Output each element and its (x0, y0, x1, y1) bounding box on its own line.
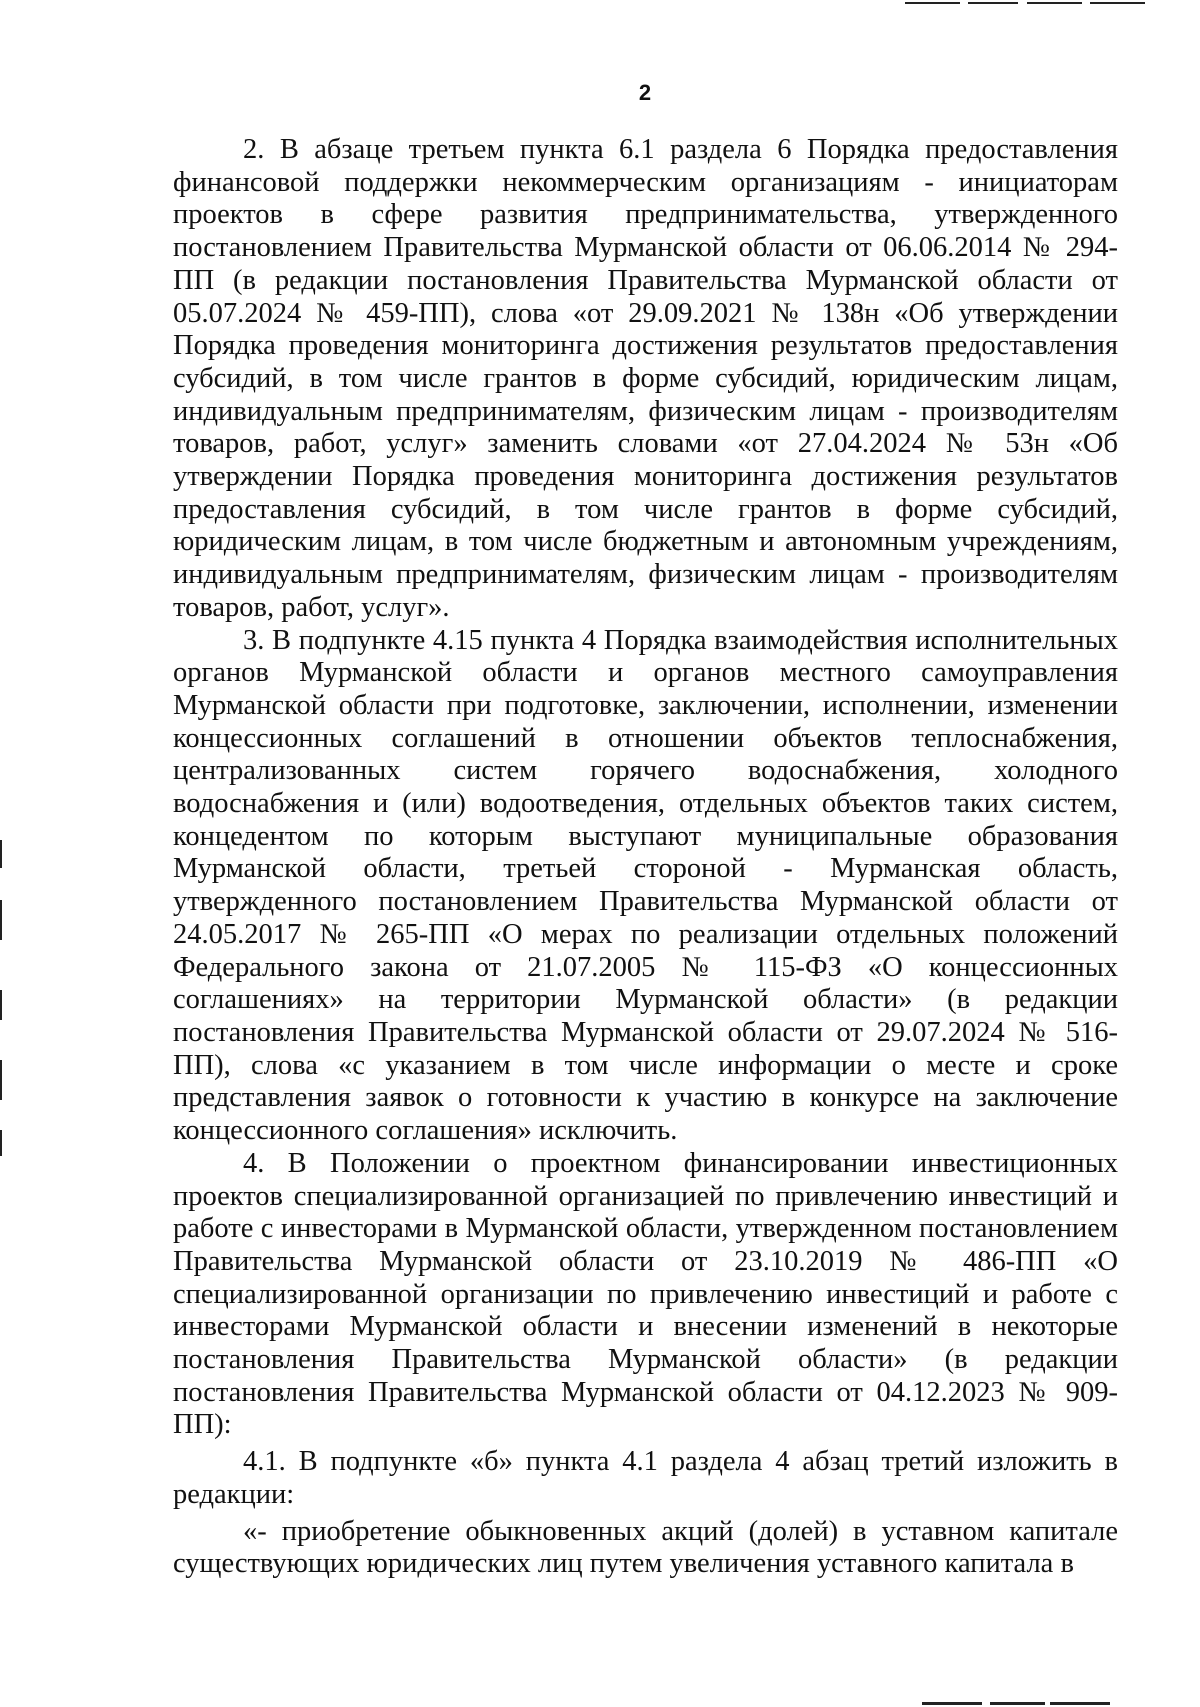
scan-edge-mark (0, 840, 2, 868)
scan-edge-mark (905, 2, 960, 4)
scan-edge-mark (0, 900, 2, 940)
scan-edge-mark (0, 1130, 2, 1156)
scan-edge-mark (922, 1702, 982, 1705)
scan-edge-mark (968, 2, 1018, 4)
paragraph-quote: «- приобретение обыкновенных акций (долей) в уставном капитале существующих юридических лиц путем увеличения уставного капитала в (173, 1515, 1118, 1580)
paragraph-item-3: 3. В подпункте 4.15 пункта 4 Порядка взаимодействия исполнительных органов Мурманской области и органов местного самоуправления Мурманской области при подготовке, заключении, исполнении, изменении концессионных соглашений в отношении объектов теплоснабжения, централизованных систем горячего водоснабжения, холодного водоснабжения и (или) водоотведения, отдельных объектов таких систем, концедентом по которым выступают муниципальные образования Мурманской области, третьей стороной - Мурманская область, утвержденного постановлением Правительства Мурманской области от 24.05.2017 № 265-ПП «О мерах по реализации отдельных положений Федерального закона от 21.07.2005 № 115-ФЗ «О концессионных соглашениях» на территории Мурманской области» (в редакции постановления Правительства Мурманской области от 29.07.2024 № 516-ПП), слова «с указанием в том числе информации о месте и сроке представления заявок о готовности к участию в конкурсе на заключение концессионного соглашения» исключить. (173, 624, 1118, 1147)
scan-edge-mark (1090, 2, 1145, 4)
scan-edge-mark (1050, 1702, 1110, 1705)
page-number: 2 (638, 80, 652, 105)
paragraph-item-4: 4. В Положении о проектном финансировании инвестиционных проектов специализированной организацией по привлечению инвестиций и работе с инвесторами в Мурманской области, утвержденном постановлением Правительства Мурманской области от 23.10.2019 № 486-ПП «О специализированной организации по привлечению инвестиций и работе с инвесторами Мурманской области и внесении изменений в некоторые постановления Правительства Мурманской области» (в редакции постановления Правительства Мурманской области от 04.12.2023 № 909-ПП): (173, 1147, 1118, 1441)
document-body (173, 134, 1118, 1581)
paragraph-item-4-1: 4.1. В подпункте «б» пункта 4.1 раздела 4 абзац третий изложить в редакции: (173, 1446, 1118, 1510)
scan-edge-mark (990, 1702, 1045, 1705)
paragraph-item-2: 2. В абзаце третьем пункта 6.1 раздела 6 Порядка предоставления финансовой поддержки некоммерческим организациям - инициаторам проектов в сфере развития предпринимательства, утвержденного постановлением Правительства Мурманской области от 06.06.2014 № 294-ПП (в редакции постановления Правительства Мурманской области от 05.07.2024 № 459-ПП), слова «от 29.09.2021 № 138н «Об утверждении Порядка проведения мониторинга достижения результатов предоставления субсидий, в том числе грантов в форме субсидий, юридическим лицам, индивидуальным предпринимателям, физическим лицам - производителям товаров, работ, услуг» заменить словами «от 27.04.2024 № 53н «Об утверждении Порядка проведения мониторинга достижения результатов предоставления субсидий, в том числе грантов в форме субсидий, юридическим лицам, в том числе бюджетным и автономным учреждениям, индивидуальным предпринимателям, физическим лицам - производителям товаров, работ, услуг». (173, 134, 1118, 623)
scan-edge-mark (0, 1060, 2, 1100)
scan-edge-mark (1027, 2, 1082, 4)
scan-edge-mark (0, 990, 2, 1020)
